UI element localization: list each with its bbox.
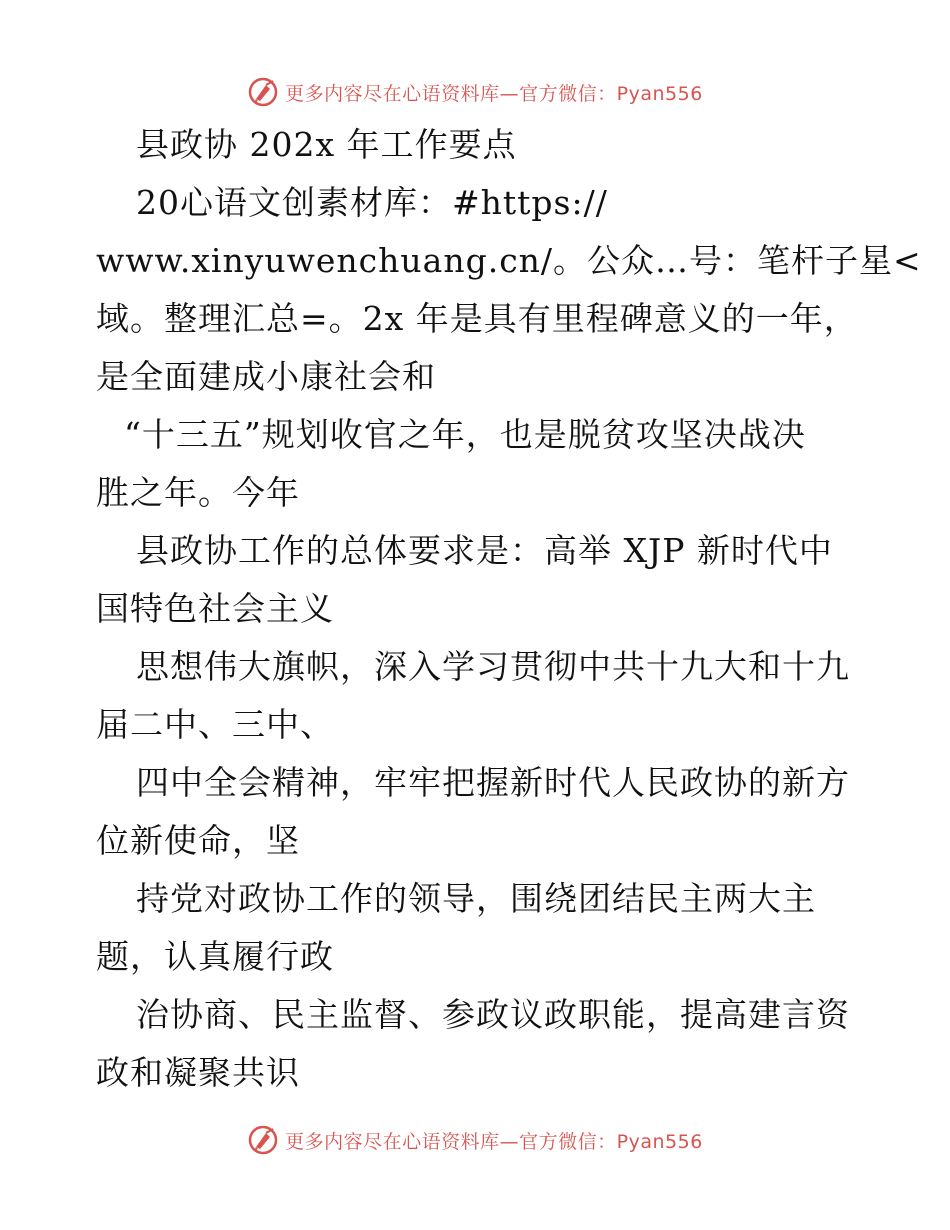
text-line: 届二中、三中、 (96, 705, 334, 744)
document-body (96, 116, 922, 1102)
text-line: “十三五”规划收官之年，也是脱贫攻坚决战决 (124, 415, 806, 454)
fountain-pen-logo-icon (247, 76, 279, 108)
text-line: 域。整理汇总=。2x 年是具有里程碑意义的一年， (96, 299, 858, 338)
document-title: 县政协 202x 年工作要点 (136, 125, 517, 164)
banner-text: 更多内容尽在心语资料库—官方微信：Pyan556 (285, 1130, 703, 1153)
text-line: 政和凝聚共识 (96, 1053, 300, 1092)
text-line: 思想伟大旗帜，深入学习贯彻中共十九大和十九 (136, 647, 850, 686)
fountain-pen-logo-icon (247, 1124, 279, 1156)
text-line: 题，认真履行政 (96, 937, 334, 976)
text-line: 20心语文创素材库：#https:// (136, 183, 608, 222)
text-line: 县政协工作的总体要求是：高举 XJP 新时代中 (136, 531, 833, 570)
text-line: 胜之年。今年 (96, 473, 300, 512)
text-line: 四中全会精神，牢牢把握新时代人民政协的新方 (136, 763, 850, 802)
header-banner (0, 72, 950, 112)
text-line: www.xinyuwenchuang.cn/。公众…号：笔杆子星< (96, 241, 922, 280)
text-line: 治协商、民主监督、参政议政职能，提高建言资 (136, 995, 850, 1034)
text-line: 是全面建成小康社会和 (96, 357, 436, 396)
text-line: 国特色社会主义 (96, 589, 334, 628)
text-line: 持党对政协工作的领导，围绕团结民主两大主 (136, 879, 816, 918)
footer-banner (0, 1120, 950, 1160)
banner-text: 更多内容尽在心语资料库—官方微信：Pyan556 (285, 82, 703, 105)
text-line: 位新使命，坚 (96, 821, 300, 860)
